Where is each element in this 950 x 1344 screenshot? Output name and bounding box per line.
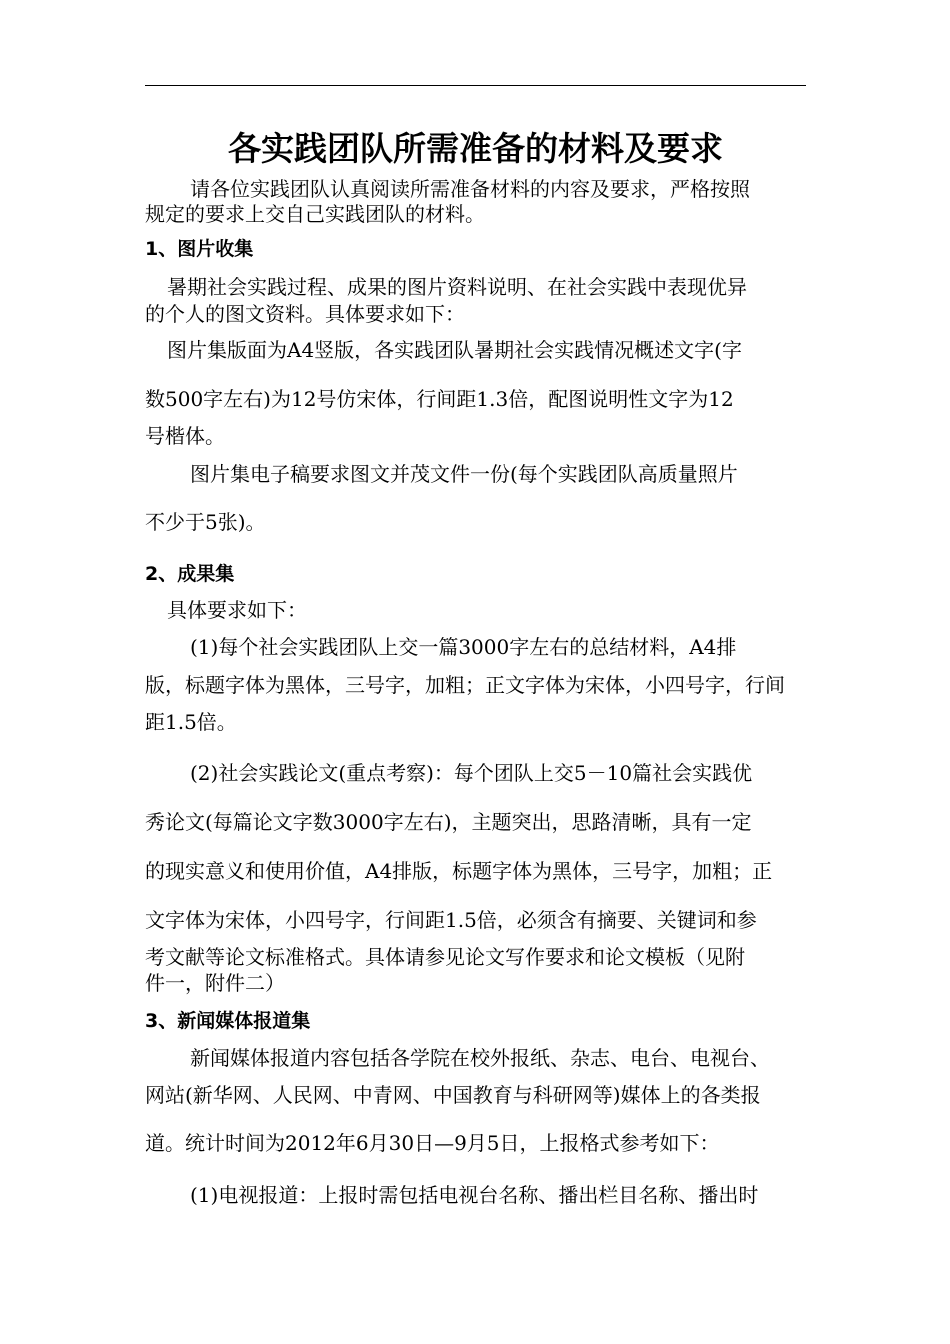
section-3-p1-line-1: 新闻媒体报道内容包括各学院在校外报纸、杂志、电台、电视台、 [190,1046,770,1070]
section-1-heading: 1、图片收集 [145,238,254,260]
section-1-p3-line-2: 不少于5张)。 [145,510,266,534]
section-2-p2-line-1: (2)社会实践论文(重点考察)：每个团队上交5－10篇社会实践优 [190,761,753,785]
section-1-p2-line-3: 号楷体。 [145,424,225,448]
section-1-p2-line-1: 图片集版面为A4竖版，各实践团队暑期社会实践情况概述文字(字 [167,338,742,362]
intro-line-2: 规定的要求上交自己实践团队的材料。 [145,202,485,226]
header-rule [145,85,806,86]
section-3-p1-line-3: 道。统计时间为2012年6月30日—9月5日，上报格式参考如下： [145,1131,720,1155]
section-2-p2-line-2: 秀论文(每篇论文字数3000字左右)，主题突出，思路清晰，具有一定 [145,810,752,834]
section-3-p2-line-1: (1)电视报道：上报时需包括电视台名称、播出栏目名称、播出时 [190,1183,759,1207]
intro-line-1: 请各位实践团队认真阅读所需准备材料的内容及要求，严格按照 [190,177,750,201]
section-1-p2-line-2: 数500字左右)为12号仿宋体，行间距1.3倍，配图说明性文字为12 [145,387,734,411]
page-title: 各实践团队所需准备的材料及要求 [228,129,723,168]
section-3-heading: 3、新闻媒体报道集 [145,1010,311,1032]
section-2-heading: 2、成果集 [145,563,235,585]
section-2-intro: 具体要求如下： [167,598,307,622]
section-2-p2-line-3: 的现实意义和使用价值，A4排版，标题字体为黑体，三号字，加粗；正 [145,859,773,883]
section-1-p3-line-1: 图片集电子稿要求图文并茂文件一份(每个实践团队高质量照片 [190,462,738,486]
section-2-p1-line-1: (1)每个社会实践团队上交一篇3000字左右的总结材料，A4排 [190,635,737,659]
section-1-p1-line-1: 暑期社会实践过程、成果的图片资料说明、在社会实践中表现优异 [167,275,747,299]
section-2-p2-line-4: 文字体为宋体，小四号字，行间距1.5倍，必须含有摘要、关键词和参 [145,908,757,932]
section-2-p1-line-3: 距1.5倍。 [145,710,237,734]
section-2-p2-line-5: 考文献等论文标准格式。具体请参见论文写作要求和论文模板（见附 [145,945,745,969]
section-2-p2-line-6: 件一，附件二） [145,971,285,995]
section-3-p1-line-2: 网站(新华网、人民网、中青网、中国教育与科研网等)媒体上的各类报 [145,1083,761,1107]
section-1-p1-line-2: 的个人的图文资料。具体要求如下： [145,302,465,326]
section-2-p1-line-2: 版，标题字体为黑体，三号字，加粗；正文字体为宋体，小四号字，行间 [145,673,785,697]
